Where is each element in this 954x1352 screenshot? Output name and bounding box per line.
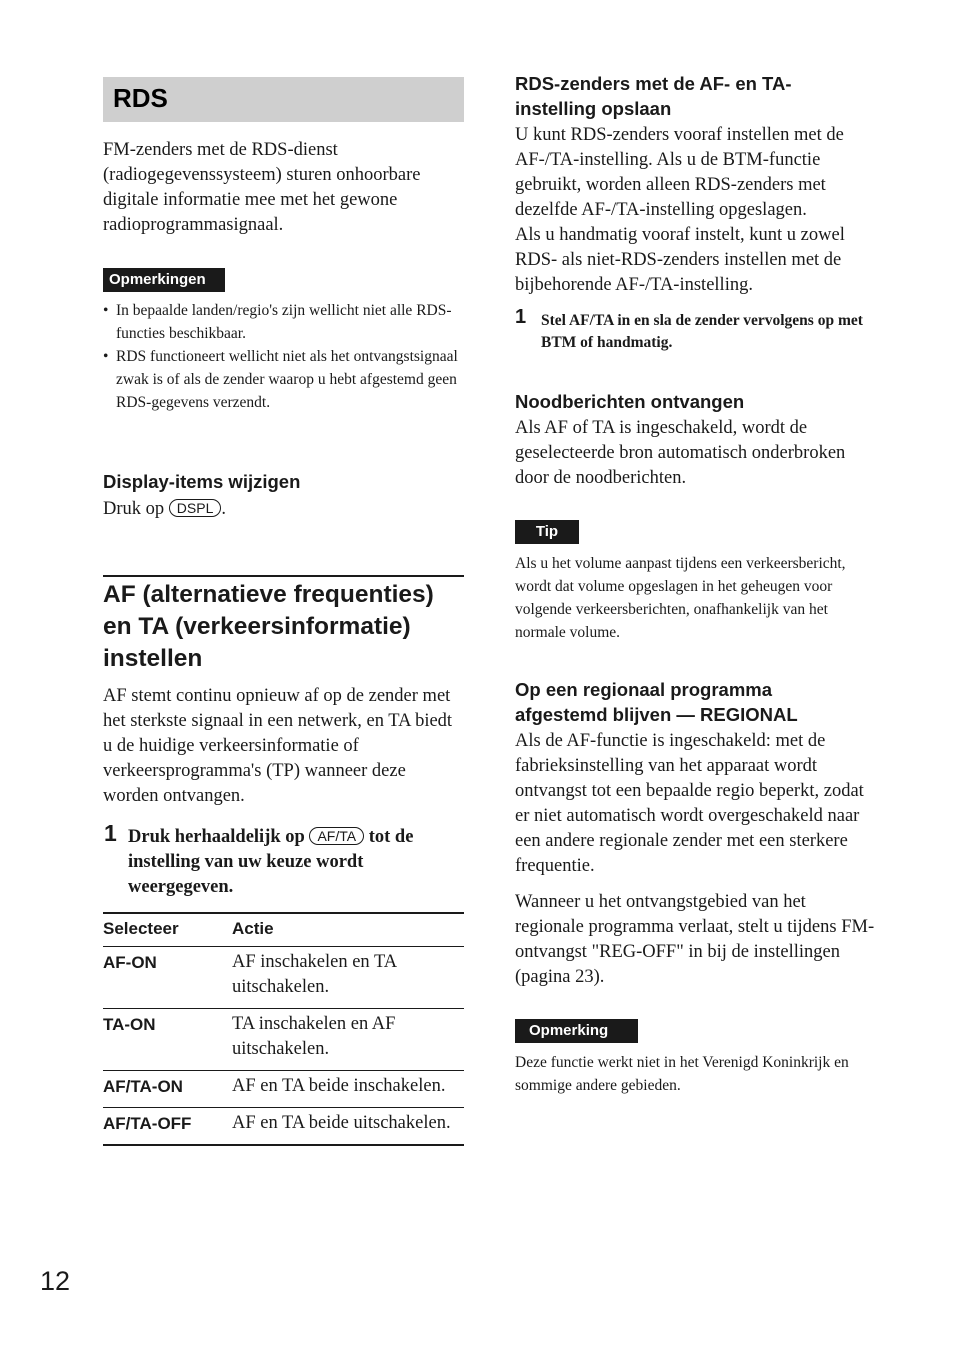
- display-prefix: Druk op: [103, 499, 165, 519]
- step1-prefix: Druk herhaaldelijk op: [128, 827, 305, 847]
- tip-text: Als u het volume aanpast tijdens een verkeersbericht, wordt dat volume opgeslagen in het geheugen voor volgende verkeersberichten, onafhankelijk van het normale volume.: [515, 555, 846, 641]
- column-header-action: Actie: [232, 913, 464, 947]
- tip-label: Tip: [515, 520, 579, 544]
- table-row: [103, 1009, 464, 1071]
- option-cell: AF-ON: [103, 947, 232, 1009]
- dspl-key: DSPL: [169, 499, 222, 517]
- action-cell: TA inschakelen en AF uitschakelen.: [232, 1009, 464, 1071]
- action-cell: AF en TA beide inschakelen.: [232, 1071, 464, 1108]
- option-cell: AF/TA-OFF: [103, 1108, 232, 1146]
- emergency-text: Als AF of TA is ingeschakeld, wordt de geselecteerde bron automatisch onderbroken door de noodberichten.: [515, 418, 846, 488]
- note-text: Deze functie werkt niet in het Verenigd Koninkrijk en sommige andere gebieden.: [515, 1054, 849, 1094]
- emergency-heading: Noodberichten ontvangen: [515, 391, 745, 412]
- notes-label: Opmerkingen: [103, 268, 225, 292]
- section-divider: [103, 575, 464, 577]
- option-cell: AF/TA-ON: [103, 1071, 232, 1108]
- regional-text-2: Wanneer u het ontvangstgebied van het regionale programma verlaat, stelt u tijdens FM-ontvangst "REG-OFF" in bij de instellingen (pagina 23).: [515, 892, 875, 987]
- regional-heading-line: afgestemd blijven — REGIONAL: [515, 704, 798, 725]
- preset-text-2: Als u handmatig vooraf instelt, kunt u zowel RDS- als niet-RDS-zenders instellen met de bijbehorende AF-/TA-instelling.: [515, 225, 845, 295]
- table-row: [103, 1071, 464, 1108]
- regional-heading-line: Op een regionaal programma: [515, 679, 773, 700]
- af-intro: AF stemt continu opnieuw af op de zender met het sterkste signaal in een netwerk, en TA biedt u de huidige verkeersinformatie of verkeersprogramma's (TP) wanneer deze worden ontvangen.: [103, 686, 453, 806]
- table-row: [103, 947, 464, 1009]
- action-cell: AF en TA beide uitschakelen.: [232, 1108, 464, 1146]
- step-number: 1: [104, 820, 117, 846]
- preset-heading: RDS-zenders met de AF- en TA-instelling opslaan: [515, 73, 792, 119]
- note-label: Opmerking: [515, 1019, 638, 1043]
- settings-table: [103, 912, 464, 1146]
- note-item: • In bepaalde landen/regio's zijn wellicht niet alle RDS-functies beschikbaar.: [103, 299, 465, 345]
- rds-title-bar: [103, 77, 464, 122]
- af-heading: [103, 579, 473, 675]
- notes-list: [103, 299, 465, 414]
- display-heading: Display-items wijzigen: [103, 471, 301, 492]
- step-number: 1: [515, 306, 527, 328]
- display-suffix: .: [221, 499, 226, 519]
- table-header-row: [103, 913, 464, 947]
- regional-text-1: Als de AF-functie is ingeschakeld: met de fabrieksinstelling van het apparaat wordt ontvangst tot een bepaalde regio beperkt, zodat er niet automatisch wordt overgeschakeld naar een andere regionale zender met een sterkere frequentie.: [515, 731, 864, 876]
- preset-text-1: U kunt RDS-zenders vooraf instellen met de AF-/TA-instelling. Als u de BTM-functie gebruikt, worden alleen RDS-zenders met dezelfde AF-/TA-instelling opgeslagen.: [515, 125, 844, 220]
- page-number: 12: [40, 1266, 71, 1296]
- step1-text: [128, 825, 464, 900]
- display-instruction: [103, 497, 465, 522]
- action-cell: AF inschakelen en TA uitschakelen.: [232, 947, 464, 1009]
- af-heading-line: AF (alternatieve frequenties): [103, 581, 434, 608]
- rds-intro: FM-zenders met de RDS-dienst (radiogegevenssysteem) sturen onhoorbare digitale informatie mee met het gewone radioprogrammasignaal.: [103, 140, 421, 235]
- rds-title: RDS: [113, 83, 168, 113]
- af-heading-line: instellen: [103, 645, 203, 672]
- af-ta-key: AF/TA: [309, 827, 364, 845]
- regional-heading: [515, 677, 877, 727]
- step1-suffix: tot de instelling van uw keuze wordt weergegeven.: [128, 827, 414, 897]
- column-header-select: Selecteer: [103, 913, 232, 947]
- note-item: • RDS functioneert wellicht niet als het ontvangstsignaal zwak is of als de zender waarop u hebt afgestemd geen RDS-gegevens verzendt.: [103, 345, 465, 414]
- table-row: [103, 1108, 464, 1146]
- option-cell: TA-ON: [103, 1009, 232, 1071]
- af-heading-line: en TA (verkeersinformatie): [103, 613, 411, 640]
- preset-step-text: Stel AF/TA in en sla de zender vervolgens op met BTM of handmatig.: [541, 312, 863, 351]
